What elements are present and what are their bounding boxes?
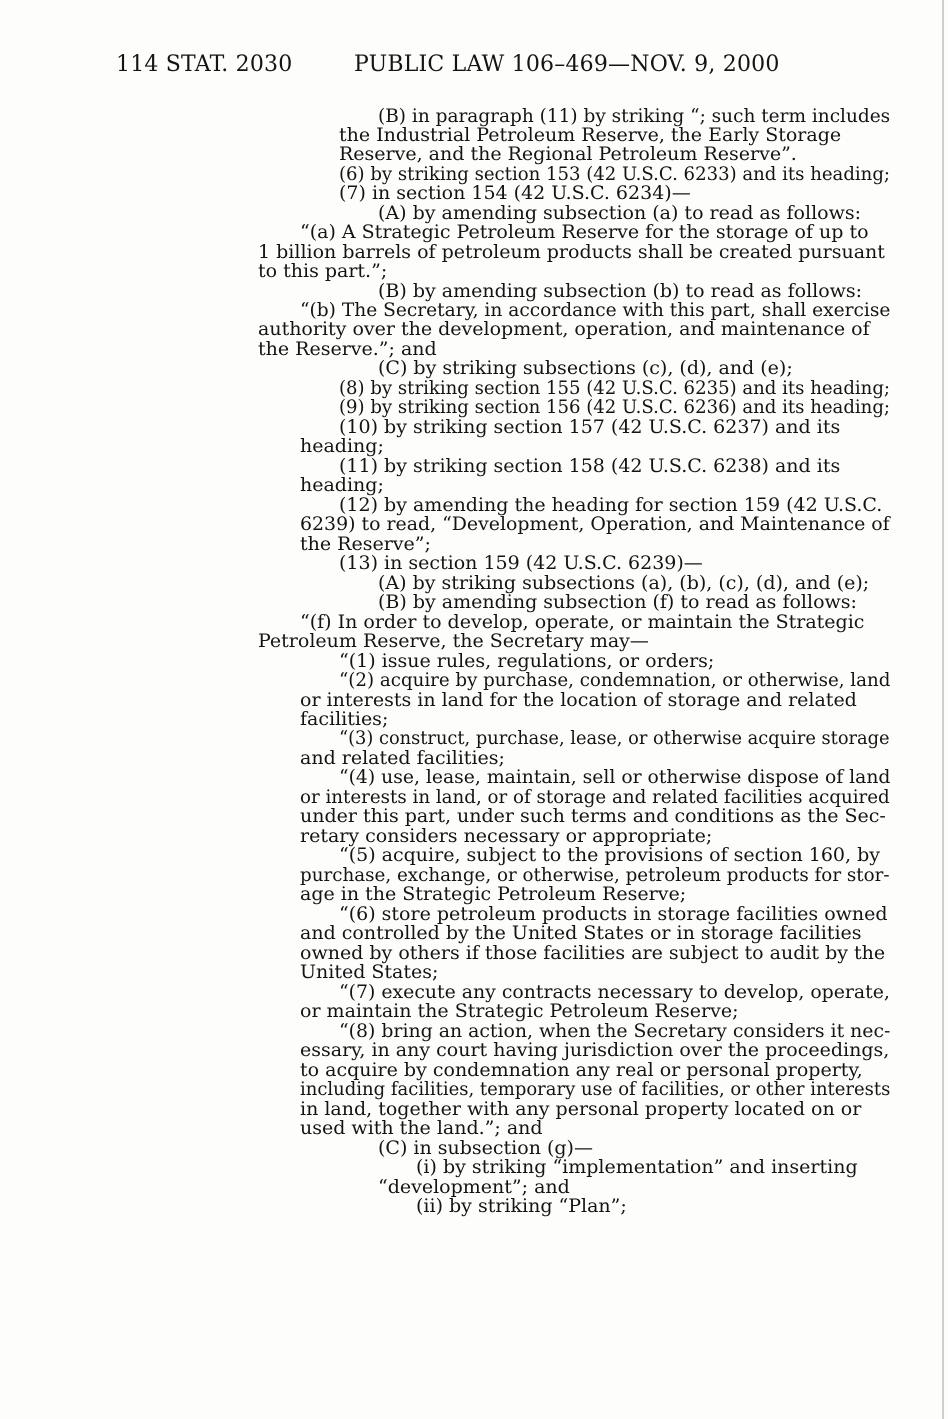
text-line: “(a) A Strategic Petroleum Reserve for the storage of up to	[300, 221, 869, 243]
text-line: “(5) acquire, subject to the provisions of section 160, by	[339, 844, 880, 866]
text-line: “(f) In order to develop, operate, or maintain the Strategic	[300, 611, 865, 633]
text-line: (A) by amending subsection (a) to read as follows:	[378, 202, 861, 224]
text-line: (9) by striking section 156 (42 U.S.C. 6236) and its heading;	[339, 396, 890, 418]
text-line: (8) by striking section 155 (42 U.S.C. 6235) and its heading;	[339, 377, 890, 399]
text-line: used with the land.”; and	[300, 1117, 543, 1139]
text-line: or interests in land for the location of storage and related	[300, 689, 857, 711]
text-line: (A) by striking subsections (a), (b), (c), (d), and (e);	[378, 572, 870, 594]
text-line: essary, in any court having jurisdiction over the proceedings,	[300, 1039, 890, 1061]
text-line: owned by others if those facilities are subject to audit by the	[300, 942, 886, 964]
text-line: authority over the development, operation, and maintenance of	[258, 318, 870, 340]
text-line: (B) in paragraph (11) by striking “; such term includes	[378, 105, 891, 127]
text-line: in land, together with any personal property located on or	[300, 1098, 862, 1120]
text-line: (11) by striking section 158 (42 U.S.C. 6238) and its	[339, 455, 841, 477]
text-line: 6239) to read, “Development, Operation, and Maintenance of	[300, 513, 890, 535]
text-line: “(3) construct, purchase, lease, or otherwise acquire storage	[339, 727, 890, 749]
text-line: the Industrial Petroleum Reserve, the Early Storage	[339, 124, 842, 146]
text-line: facilities;	[300, 708, 389, 730]
text-line: or maintain the Strategic Petroleum Reserve;	[300, 1000, 739, 1022]
text-line: the Reserve”;	[300, 533, 431, 555]
text-line: “(1) issue rules, regulations, or orders;	[339, 650, 715, 672]
text-line: (B) by amending subsection (f) to read as follows:	[378, 591, 857, 613]
text-line: (i) by striking “implementation” and inserting	[416, 1156, 858, 1178]
text-line: “(6) store petroleum products in storage facilities owned	[339, 903, 888, 925]
text-line: including facilities, temporary use of facilities, or other interests	[300, 1078, 891, 1100]
text-line: to acquire by condemnation any real or personal property,	[300, 1059, 863, 1081]
text-line: heading;	[300, 435, 384, 457]
text-line: (ii) by striking “Plan”;	[416, 1195, 627, 1217]
text-line: age in the Strategic Petroleum Reserve;	[300, 883, 687, 905]
text-line: Reserve, and the Regional Petroleum Reserve”.	[339, 143, 797, 165]
text-line: Petroleum Reserve, the Secretary may—	[258, 630, 649, 652]
text-line: (B) by amending subsection (b) to read as follows:	[378, 280, 863, 302]
running-header: PUBLIC LAW 106–469—NOV. 9, 2000	[354, 52, 780, 77]
text-line: (7) in section 154 (42 U.S.C. 6234)—	[339, 182, 691, 204]
text-line: under this part, under such terms and conditions as the Sec-	[300, 805, 886, 827]
page-edge-shadow	[942, 0, 944, 1419]
text-line: purchase, exchange, or otherwise, petroleum products for stor-	[300, 864, 890, 886]
text-line: “development”; and	[378, 1176, 570, 1198]
text-line: retary considers necessary or appropriate;	[300, 825, 713, 847]
text-line: “(2) acquire by purchase, condemnation, or otherwise, land	[339, 669, 891, 691]
page-stat-number: 114 STAT. 2030	[116, 52, 293, 77]
text-line: (10) by striking section 157 (42 U.S.C. 6237) and its	[339, 416, 841, 438]
text-line: the Reserve.”; and	[258, 338, 437, 360]
text-line: 1 billion barrels of petroleum products shall be created pursuant	[258, 241, 885, 263]
text-line: “(b) The Secretary, in accordance with this part, shall exercise	[300, 299, 891, 321]
text-line: and controlled by the United States or in storage facilities	[300, 922, 862, 944]
text-line: (12) by amending the heading for section 159 (42 U.S.C.	[339, 494, 883, 516]
text-line: (6) by striking section 153 (42 U.S.C. 6233) and its heading;	[339, 163, 890, 185]
text-line: (C) in subsection (g)—	[378, 1137, 593, 1159]
text-line: and related facilities;	[300, 747, 505, 769]
text-line: “(4) use, lease, maintain, sell or otherwise dispose of land	[339, 766, 891, 788]
text-line: to this part.”;	[258, 260, 388, 282]
text-line: United States;	[300, 961, 439, 983]
text-line: (13) in section 159 (42 U.S.C. 6239)—	[339, 552, 703, 574]
text-line: “(7) execute any contracts necessary to develop, operate,	[339, 981, 890, 1003]
text-line: “(8) bring an action, when the Secretary considers it nec-	[339, 1020, 891, 1042]
text-line: or interests in land, or of storage and related facilities acquired	[300, 786, 890, 808]
text-line: heading;	[300, 474, 384, 496]
text-line: (C) by striking subsections (c), (d), and (e);	[378, 357, 793, 379]
